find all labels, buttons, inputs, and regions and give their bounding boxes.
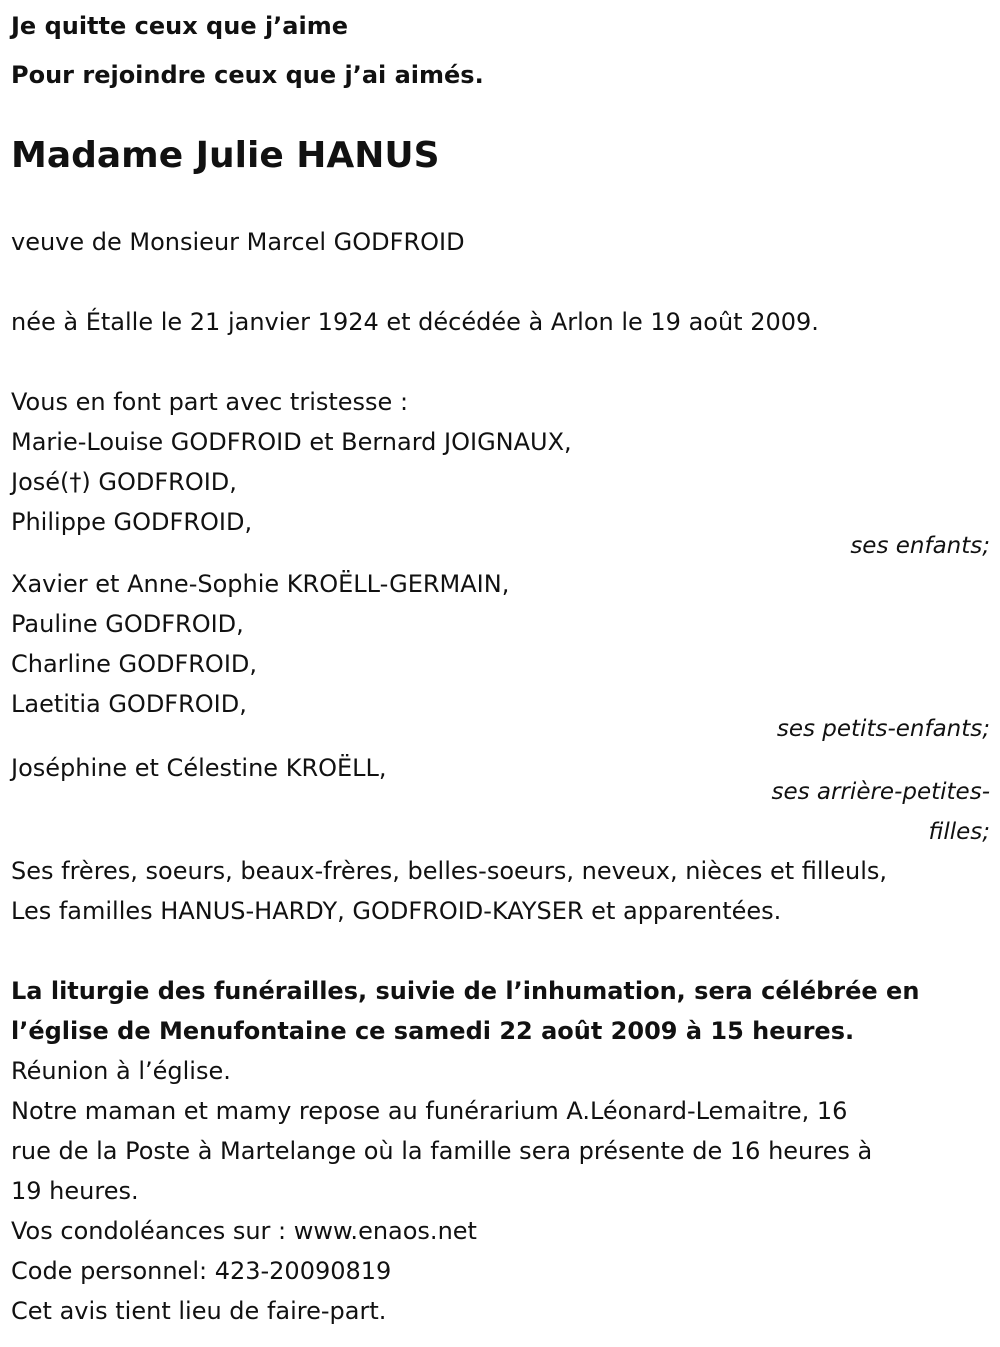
detail-line-3: rue de la Poste à Martelange où la famille sera présente de 16 heures à (11, 1137, 873, 1165)
grandchildren-role: ses petits-enfants; (776, 716, 990, 742)
great-grandchild-1: Joséphine et Célestine KROËLL, (11, 754, 387, 782)
deceased-name: Madame Julie HANUS (11, 135, 440, 176)
epigraph-line-2: Pour rejoindre ceux que j’ai aimés. (11, 61, 484, 89)
family-line-2: Les familles HANUS-HARDY, GODFROID-KAYSER et apparentées. (11, 897, 782, 925)
children-role: ses enfants; (850, 533, 990, 559)
spouse-line: veuve de Monsieur Marcel GODFROID (11, 228, 465, 256)
epigraph-line-1: Je quitte ceux que j’aime (11, 12, 349, 40)
child-2: José(†) GODFROID, (11, 468, 237, 496)
child-3: Philippe GODFROID, (11, 508, 253, 536)
grandchild-1: Xavier et Anne-Sophie KROËLL-GERMAIN, (11, 570, 510, 598)
personal-code-line: Code personnel: 423-20090819 (11, 1257, 392, 1285)
detail-line-1: Réunion à l’église. (11, 1057, 231, 1085)
grandchild-2: Pauline GODFROID, (11, 610, 244, 638)
detail-line-2: Notre maman et mamy repose au funérarium A.Léonard-Lemaitre, 16 (11, 1097, 848, 1125)
condolences-line: Vos condoléances sur : www.enaos.net (11, 1217, 477, 1245)
great-grandchildren-role-line-1: ses arrière-petites- (771, 779, 990, 805)
funeral-line-1: La liturgie des funérailles, suivie de l’inhumation, sera célébrée en (11, 977, 920, 1005)
closing-line: Cet avis tient lieu de faire-part. (11, 1297, 387, 1325)
funeral-line-2: l’église de Menufontaine ce samedi 22 août 2009 à 15 heures. (11, 1017, 855, 1045)
child-1: Marie-Louise GODFROID et Bernard JOIGNAUX, (11, 428, 572, 456)
family-line-1: Ses frères, soeurs, beaux-frères, belles-soeurs, neveux, nièces et filleuls, (11, 857, 887, 885)
grandchild-3: Charline GODFROID, (11, 650, 258, 678)
announcement-intro: Vous en font part avec tristesse : (11, 388, 409, 416)
grandchild-4: Laetitia GODFROID, (11, 690, 247, 718)
great-grandchildren-role-line-2: filles; (928, 819, 990, 845)
birth-death-line: née à Étalle le 21 janvier 1924 et décédée à Arlon le 19 août 2009. (11, 308, 819, 336)
detail-line-4: 19 heures. (11, 1177, 139, 1205)
